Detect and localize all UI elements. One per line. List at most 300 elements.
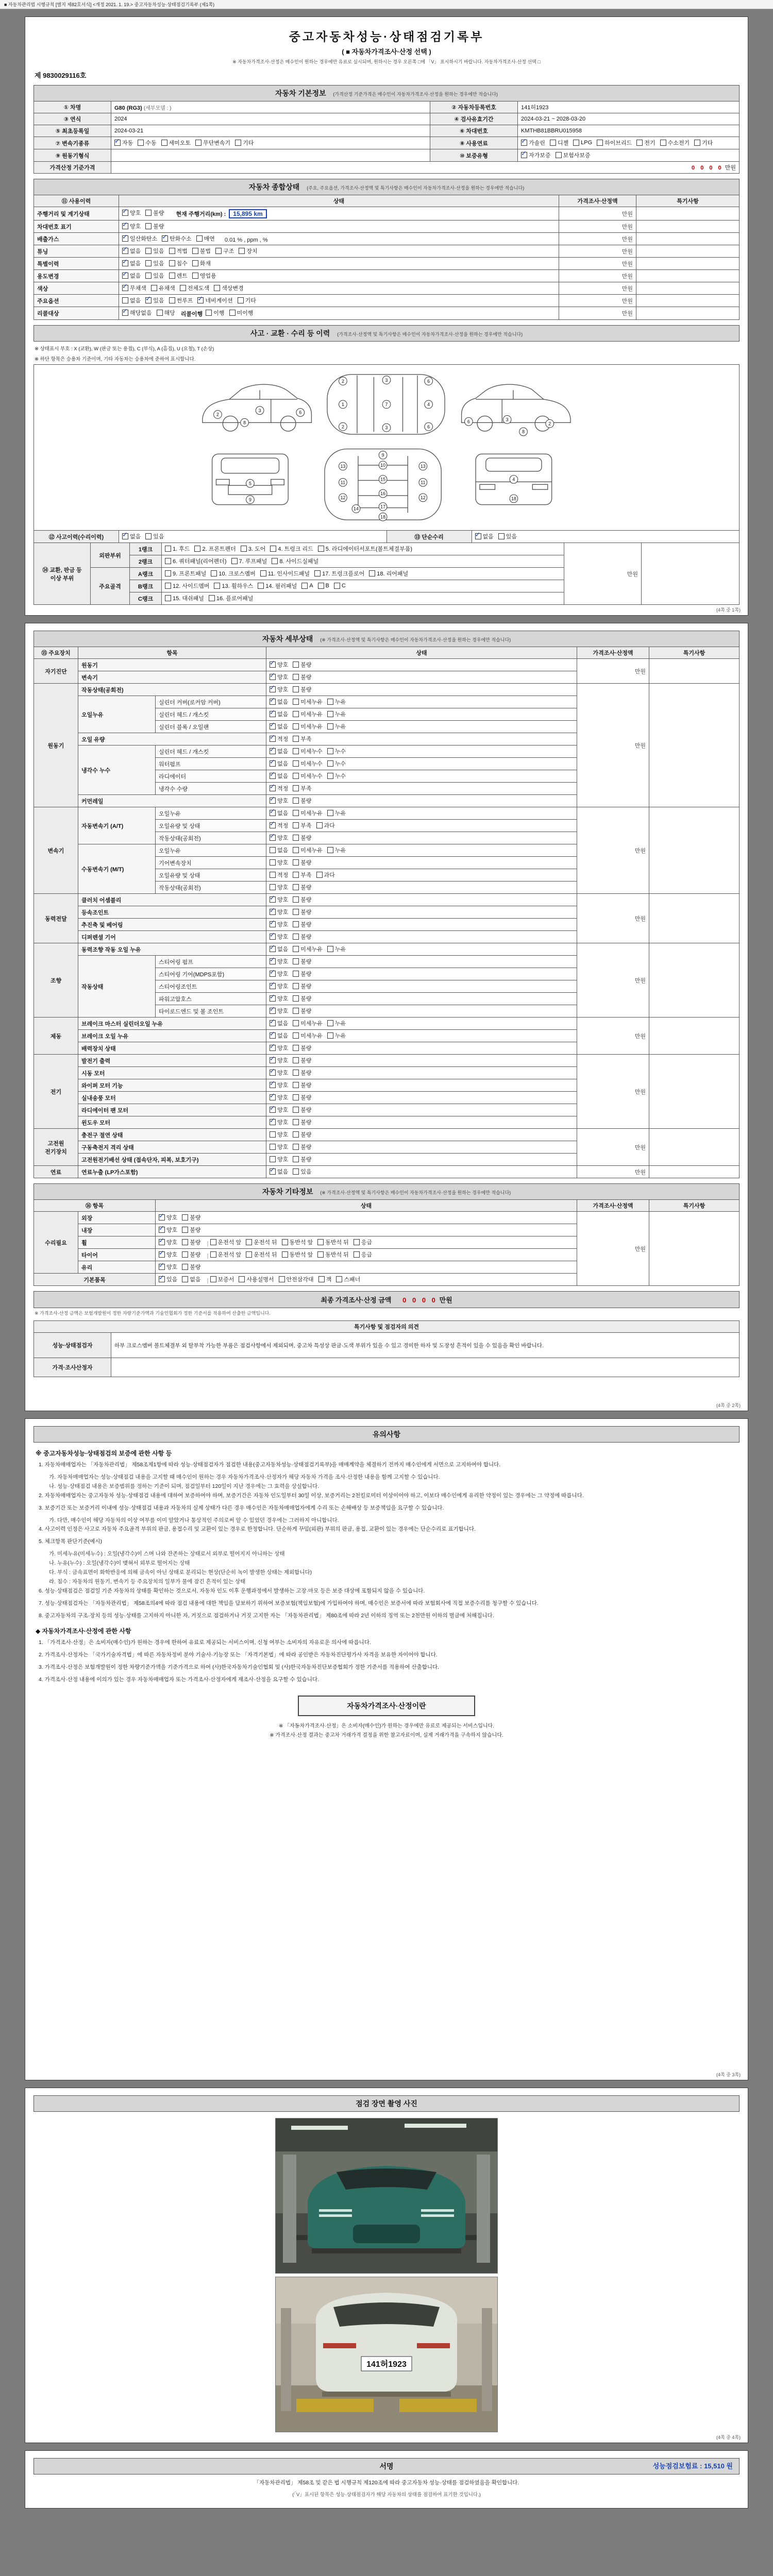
checkbox-checked-icon[interactable]	[270, 1082, 276, 1088]
checkbox-icon[interactable]	[293, 1094, 299, 1100]
checkbox-icon[interactable]	[293, 748, 299, 754]
checkbox-option[interactable]	[180, 284, 210, 292]
checkbox-option[interactable]	[169, 247, 188, 255]
checkbox-option[interactable]	[159, 1250, 177, 1259]
checkbox-icon[interactable]	[241, 546, 247, 552]
checkbox-option[interactable]	[122, 247, 141, 255]
checkbox-checked-icon[interactable]	[122, 533, 128, 539]
checkbox-option[interactable]	[235, 139, 254, 147]
checkbox-option[interactable]	[550, 139, 568, 147]
checkbox-icon[interactable]	[231, 558, 238, 564]
checkbox-option[interactable]	[196, 234, 215, 243]
checkbox-icon[interactable]	[336, 1276, 342, 1282]
checkbox-option[interactable]	[354, 1250, 372, 1259]
checkbox-option[interactable]	[521, 151, 551, 159]
checkbox-icon[interactable]	[214, 583, 220, 589]
checkbox-icon[interactable]	[694, 140, 700, 146]
checkbox-option[interactable]	[246, 1238, 277, 1246]
checkbox-option[interactable]	[270, 908, 288, 916]
checkbox-checked-icon[interactable]	[270, 1057, 276, 1063]
checkbox-icon[interactable]	[214, 285, 220, 291]
checkbox-icon[interactable]	[327, 711, 333, 717]
checkbox-option[interactable]	[369, 569, 408, 578]
checkbox-checked-icon[interactable]	[270, 909, 276, 915]
checkbox-option[interactable]	[270, 858, 288, 867]
checkbox-checked-icon[interactable]	[145, 297, 152, 303]
checkbox-icon[interactable]	[282, 1251, 288, 1258]
checkbox-icon[interactable]	[293, 983, 299, 989]
checkbox-checked-icon[interactable]	[122, 235, 128, 242]
checkbox-option[interactable]	[270, 821, 288, 829]
checkbox-option[interactable]	[334, 583, 346, 589]
checkbox-icon[interactable]	[270, 872, 276, 878]
checkbox-option[interactable]	[270, 1081, 288, 1089]
checkbox-icon[interactable]	[293, 1168, 299, 1175]
checkbox-checked-icon[interactable]	[270, 1107, 276, 1113]
checkbox-icon[interactable]	[293, 1144, 299, 1150]
checkbox-option[interactable]	[270, 722, 288, 731]
checkbox-icon[interactable]	[209, 595, 215, 601]
checkbox-option[interactable]	[122, 259, 141, 267]
checkbox-option[interactable]	[293, 796, 311, 805]
checkbox-checked-icon[interactable]	[270, 785, 276, 791]
checkbox-option[interactable]	[229, 309, 254, 317]
checkbox-option[interactable]	[270, 809, 288, 817]
checkbox-icon[interactable]	[122, 297, 128, 303]
checkbox-option[interactable]	[293, 722, 323, 731]
checkbox-option[interactable]	[165, 569, 206, 578]
checkbox-option[interactable]	[293, 1056, 311, 1064]
checkbox-option[interactable]	[270, 784, 288, 792]
checkbox-icon[interactable]	[196, 235, 203, 242]
checkbox-option[interactable]	[327, 945, 346, 953]
checkbox-checked-icon[interactable]	[521, 140, 527, 146]
checkbox-option[interactable]	[270, 747, 288, 755]
checkbox-option[interactable]	[318, 1275, 332, 1283]
checkbox-icon[interactable]	[327, 699, 333, 705]
checkbox-checked-icon[interactable]	[270, 822, 276, 828]
checkbox-icon[interactable]	[180, 285, 186, 291]
checkbox-option[interactable]	[270, 1044, 288, 1052]
checkbox-option[interactable]	[293, 747, 323, 755]
checkbox-option[interactable]	[165, 582, 209, 590]
checkbox-option[interactable]	[293, 673, 311, 681]
checkbox-checked-icon[interactable]	[270, 1119, 276, 1125]
checkbox-icon[interactable]	[327, 1020, 333, 1026]
checkbox-icon[interactable]	[293, 921, 299, 927]
checkbox-option[interactable]	[694, 139, 713, 147]
checkbox-icon[interactable]	[182, 1239, 188, 1245]
checkbox-option[interactable]	[192, 259, 211, 267]
checkbox-icon[interactable]	[182, 1214, 188, 1221]
checkbox-option[interactable]	[270, 1031, 288, 1040]
checkbox-icon[interactable]	[239, 1276, 245, 1282]
checkbox-checked-icon[interactable]	[122, 273, 128, 279]
checkbox-option[interactable]	[145, 247, 164, 255]
checkbox-icon[interactable]	[327, 810, 333, 816]
checkbox-checked-icon[interactable]	[270, 699, 276, 705]
checkbox-option[interactable]	[122, 272, 141, 280]
checkbox-option[interactable]	[145, 259, 164, 267]
checkbox-option[interactable]	[327, 846, 346, 854]
checkbox-checked-icon[interactable]	[122, 210, 128, 216]
checkbox-icon[interactable]	[317, 1239, 324, 1245]
checkbox-option[interactable]	[317, 1238, 349, 1246]
checkbox-option[interactable]	[293, 772, 323, 780]
checkbox-option[interactable]	[327, 698, 346, 706]
checkbox-option[interactable]	[270, 685, 288, 693]
checkbox-icon[interactable]	[270, 859, 276, 866]
checkbox-option[interactable]	[270, 883, 288, 891]
checkbox-checked-icon[interactable]	[270, 835, 276, 841]
checkbox-icon[interactable]	[270, 1156, 276, 1162]
checkbox-icon[interactable]	[293, 896, 299, 903]
checkbox-option[interactable]	[270, 957, 288, 965]
checkbox-checked-icon[interactable]	[159, 1276, 165, 1282]
checkbox-checked-icon[interactable]	[270, 946, 276, 952]
checkbox-checked-icon[interactable]	[475, 533, 481, 539]
checkbox-icon[interactable]	[556, 152, 562, 158]
checkbox-option[interactable]	[293, 994, 311, 1003]
checkbox-option[interactable]	[498, 532, 517, 540]
checkbox-option[interactable]	[293, 1019, 323, 1027]
checkbox-icon[interactable]	[293, 674, 299, 680]
checkbox-option[interactable]	[270, 660, 288, 669]
checkbox-option[interactable]	[293, 982, 311, 990]
checkbox-icon[interactable]	[270, 1144, 276, 1150]
checkbox-checked-icon[interactable]	[159, 1239, 165, 1245]
checkbox-icon[interactable]	[161, 140, 167, 146]
checkbox-option[interactable]	[327, 747, 346, 755]
checkbox-option[interactable]	[293, 821, 311, 829]
checkbox-checked-icon[interactable]	[270, 1094, 276, 1100]
checkbox-option[interactable]	[293, 1106, 311, 1114]
checkbox-icon[interactable]	[210, 1251, 216, 1258]
checkbox-option[interactable]	[293, 970, 311, 978]
checkbox-checked-icon[interactable]	[159, 1227, 165, 1233]
checkbox-option[interactable]	[293, 660, 311, 669]
checkbox-icon[interactable]	[246, 1251, 252, 1258]
checkbox-icon[interactable]	[293, 872, 299, 878]
checkbox-option[interactable]	[246, 1250, 277, 1259]
checkbox-icon[interactable]	[293, 859, 299, 866]
checkbox-option[interactable]	[138, 139, 156, 147]
checkbox-checked-icon[interactable]	[270, 995, 276, 1002]
checkbox-icon[interactable]	[327, 847, 333, 853]
checkbox-icon[interactable]	[316, 872, 323, 878]
checkbox-option[interactable]	[145, 272, 164, 280]
checkbox-option[interactable]	[206, 309, 224, 317]
checkbox-option[interactable]	[293, 858, 311, 867]
checkbox-option[interactable]	[354, 1238, 372, 1246]
checkbox-checked-icon[interactable]	[122, 310, 128, 316]
checkbox-option[interactable]	[597, 139, 632, 147]
checkbox-checked-icon[interactable]	[270, 1070, 276, 1076]
checkbox-option[interactable]	[122, 296, 141, 304]
checkbox-checked-icon[interactable]	[270, 798, 276, 804]
checkbox-icon[interactable]	[169, 260, 175, 266]
checkbox-icon[interactable]	[318, 1276, 325, 1282]
checkbox-option[interactable]	[270, 1007, 288, 1015]
checkbox-checked-icon[interactable]	[122, 285, 128, 291]
checkbox-checked-icon[interactable]	[159, 1251, 165, 1258]
checkbox-icon[interactable]	[293, 699, 299, 705]
checkbox-option[interactable]	[660, 139, 690, 147]
checkbox-option[interactable]	[270, 1093, 288, 1101]
checkbox-option[interactable]	[293, 685, 311, 693]
checkbox-option[interactable]	[161, 139, 191, 147]
checkbox-icon[interactable]	[182, 1227, 188, 1233]
checkbox-option[interactable]	[293, 1044, 311, 1052]
checkbox-icon[interactable]	[169, 297, 175, 303]
checkbox-icon[interactable]	[293, 662, 299, 668]
checkbox-icon[interactable]	[195, 140, 201, 146]
checkbox-option[interactable]	[270, 1167, 288, 1176]
checkbox-checked-icon[interactable]	[159, 1214, 165, 1221]
checkbox-option[interactable]	[122, 284, 146, 292]
checkbox-option[interactable]	[270, 698, 288, 706]
checkbox-option[interactable]	[270, 871, 288, 879]
checkbox-option[interactable]	[573, 140, 592, 146]
checkbox-option[interactable]	[270, 846, 288, 854]
checkbox-option[interactable]	[327, 1019, 346, 1027]
checkbox-checked-icon[interactable]	[270, 1168, 276, 1175]
checkbox-checked-icon[interactable]	[270, 773, 276, 779]
checkbox-option[interactable]	[293, 846, 323, 854]
checkbox-icon[interactable]	[327, 748, 333, 754]
checkbox-icon[interactable]	[293, 946, 299, 952]
checkbox-icon[interactable]	[293, 1131, 299, 1138]
checkbox-icon[interactable]	[182, 1264, 188, 1270]
checkbox-option[interactable]	[293, 933, 311, 941]
checkbox-icon[interactable]	[334, 583, 340, 589]
checkbox-icon[interactable]	[327, 1032, 333, 1039]
checkbox-icon[interactable]	[293, 1107, 299, 1113]
checkbox-option[interactable]	[270, 759, 288, 768]
checkbox-option[interactable]	[270, 735, 288, 743]
checkbox-icon[interactable]	[293, 1032, 299, 1039]
checkbox-option[interactable]	[293, 908, 311, 916]
checkbox-option[interactable]	[293, 1031, 323, 1040]
checkbox-option[interactable]	[157, 309, 175, 317]
checkbox-icon[interactable]	[151, 285, 157, 291]
checkbox-option[interactable]	[195, 139, 230, 147]
checkbox-icon[interactable]	[318, 583, 324, 589]
checkbox-option[interactable]	[239, 247, 257, 255]
checkbox-icon[interactable]	[597, 140, 603, 146]
checkbox-icon[interactable]	[272, 558, 278, 564]
checkbox-icon[interactable]	[573, 140, 579, 146]
checkbox-option[interactable]	[238, 296, 256, 304]
checkbox-checked-icon[interactable]	[197, 297, 204, 303]
checkbox-icon[interactable]	[293, 1082, 299, 1088]
checkbox-checked-icon[interactable]	[270, 934, 276, 940]
checkbox-option[interactable]	[293, 1007, 311, 1015]
checkbox-icon[interactable]	[238, 297, 244, 303]
checkbox-option[interactable]	[636, 139, 655, 147]
checkbox-option[interactable]	[270, 545, 313, 553]
checkbox-option[interactable]	[239, 1275, 274, 1283]
checkbox-icon[interactable]	[145, 223, 152, 229]
checkbox-option[interactable]	[114, 139, 133, 147]
checkbox-icon[interactable]	[636, 140, 643, 146]
checkbox-option[interactable]	[316, 821, 335, 829]
checkbox-option[interactable]	[293, 871, 311, 879]
checkbox-icon[interactable]	[293, 785, 299, 791]
checkbox-option[interactable]	[231, 557, 267, 565]
checkbox-option[interactable]	[162, 234, 192, 243]
checkbox-icon[interactable]	[550, 140, 556, 146]
checkbox-option[interactable]	[293, 1081, 311, 1089]
checkbox-icon[interactable]	[293, 1119, 299, 1125]
checkbox-checked-icon[interactable]	[270, 896, 276, 903]
checkbox-option[interactable]	[270, 895, 288, 904]
checkbox-icon[interactable]	[182, 1276, 188, 1282]
checkbox-option[interactable]	[293, 883, 311, 891]
checkbox-icon[interactable]	[192, 273, 198, 279]
checkbox-option[interactable]	[293, 698, 323, 706]
checkbox-option[interactable]	[122, 532, 141, 540]
checkbox-option[interactable]	[293, 784, 311, 792]
checkbox-option[interactable]	[145, 296, 164, 304]
checkbox-checked-icon[interactable]	[270, 921, 276, 927]
checkbox-option[interactable]	[270, 1143, 288, 1151]
checkbox-option[interactable]	[270, 1118, 288, 1126]
checkbox-checked-icon[interactable]	[270, 760, 276, 767]
checkbox-option[interactable]	[293, 735, 311, 743]
checkbox-option[interactable]	[293, 957, 311, 965]
checkbox-checked-icon[interactable]	[270, 736, 276, 742]
checkbox-option[interactable]	[192, 272, 216, 280]
checkbox-icon[interactable]	[293, 798, 299, 804]
checkbox-icon[interactable]	[293, 810, 299, 816]
checkbox-option[interactable]	[293, 834, 311, 842]
checkbox-option[interactable]	[151, 284, 175, 292]
checkbox-checked-icon[interactable]	[162, 235, 168, 242]
checkbox-icon[interactable]	[354, 1251, 360, 1258]
checkbox-option[interactable]	[314, 569, 364, 578]
checkbox-icon[interactable]	[293, 760, 299, 767]
checkbox-option[interactable]	[318, 583, 329, 589]
checkbox-option[interactable]	[293, 1155, 311, 1163]
checkbox-option[interactable]	[475, 532, 494, 540]
checkbox-option[interactable]	[270, 796, 288, 805]
checkbox-option[interactable]	[260, 569, 310, 578]
checkbox-icon[interactable]	[165, 595, 171, 601]
checkbox-option[interactable]	[293, 1118, 311, 1126]
checkbox-option[interactable]	[270, 1106, 288, 1114]
checkbox-icon[interactable]	[145, 248, 152, 254]
checkbox-icon[interactable]	[293, 847, 299, 853]
checkbox-icon[interactable]	[293, 686, 299, 692]
checkbox-option[interactable]	[279, 1275, 314, 1283]
checkbox-option[interactable]	[327, 722, 346, 731]
checkbox-checked-icon[interactable]	[122, 248, 128, 254]
checkbox-option[interactable]	[169, 259, 188, 267]
checkbox-icon[interactable]	[211, 570, 217, 577]
checkbox-option[interactable]	[270, 945, 288, 953]
checkbox-option[interactable]	[145, 222, 164, 230]
checkbox-option[interactable]	[214, 284, 244, 292]
checkbox-option[interactable]	[327, 809, 346, 817]
checkbox-option[interactable]	[318, 545, 412, 553]
checkbox-icon[interactable]	[293, 736, 299, 742]
checkbox-icon[interactable]	[293, 773, 299, 779]
checkbox-icon[interactable]	[239, 248, 245, 254]
checkbox-icon[interactable]	[210, 1239, 216, 1245]
checkbox-option[interactable]	[182, 1275, 200, 1283]
checkbox-icon[interactable]	[327, 723, 333, 730]
checkbox-icon[interactable]	[293, 835, 299, 841]
checkbox-option[interactable]	[327, 759, 346, 768]
checkbox-checked-icon[interactable]	[270, 810, 276, 816]
checkbox-icon[interactable]	[165, 570, 171, 577]
checkbox-icon[interactable]	[318, 546, 324, 552]
checkbox-icon[interactable]	[270, 884, 276, 890]
checkbox-option[interactable]	[293, 710, 323, 718]
checkbox-option[interactable]	[145, 209, 164, 217]
checkbox-icon[interactable]	[293, 822, 299, 828]
checkbox-option[interactable]	[270, 710, 288, 718]
checkbox-option[interactable]	[272, 557, 318, 565]
checkbox-icon[interactable]	[293, 971, 299, 977]
checkbox-icon[interactable]	[293, 884, 299, 890]
checkbox-icon[interactable]	[169, 273, 175, 279]
checkbox-option[interactable]	[210, 1250, 242, 1259]
checkbox-option[interactable]	[270, 834, 288, 842]
checkbox-option[interactable]	[182, 1238, 200, 1246]
checkbox-option[interactable]	[521, 139, 545, 147]
checkbox-checked-icon[interactable]	[114, 140, 121, 146]
checkbox-checked-icon[interactable]	[270, 723, 276, 730]
checkbox-icon[interactable]	[165, 558, 171, 564]
checkbox-icon[interactable]	[498, 533, 505, 539]
checkbox-option[interactable]	[327, 710, 346, 718]
checkbox-option[interactable]	[270, 1019, 288, 1027]
checkbox-option[interactable]	[182, 1250, 200, 1259]
checkbox-icon[interactable]	[270, 546, 276, 552]
checkbox-option[interactable]	[270, 920, 288, 928]
checkbox-option[interactable]	[182, 1226, 200, 1234]
checkbox-option[interactable]	[122, 222, 141, 230]
checkbox-icon[interactable]	[260, 570, 266, 577]
checkbox-icon[interactable]	[327, 946, 333, 952]
checkbox-option[interactable]	[293, 759, 323, 768]
checkbox-icon[interactable]	[293, 1008, 299, 1014]
checkbox-checked-icon[interactable]	[270, 748, 276, 754]
checkbox-option[interactable]	[317, 1250, 349, 1259]
checkbox-icon[interactable]	[194, 546, 200, 552]
checkbox-icon[interactable]	[210, 1276, 216, 1282]
checkbox-icon[interactable]	[206, 310, 212, 316]
checkbox-checked-icon[interactable]	[270, 674, 276, 680]
checkbox-option[interactable]	[165, 594, 204, 602]
checkbox-icon[interactable]	[192, 248, 198, 254]
checkbox-option[interactable]	[159, 1275, 177, 1283]
checkbox-checked-icon[interactable]	[270, 1032, 276, 1039]
checkbox-icon[interactable]	[145, 210, 152, 216]
checkbox-checked-icon[interactable]	[521, 152, 527, 158]
checkbox-icon[interactable]	[293, 723, 299, 730]
checkbox-icon[interactable]	[165, 546, 171, 552]
checkbox-option[interactable]	[293, 1143, 311, 1151]
checkbox-option[interactable]	[194, 545, 236, 553]
checkbox-icon[interactable]	[316, 822, 323, 828]
checkbox-icon[interactable]	[293, 1156, 299, 1162]
checkbox-icon[interactable]	[293, 1070, 299, 1076]
checkbox-option[interactable]	[215, 247, 234, 255]
checkbox-option[interactable]	[293, 1069, 311, 1077]
